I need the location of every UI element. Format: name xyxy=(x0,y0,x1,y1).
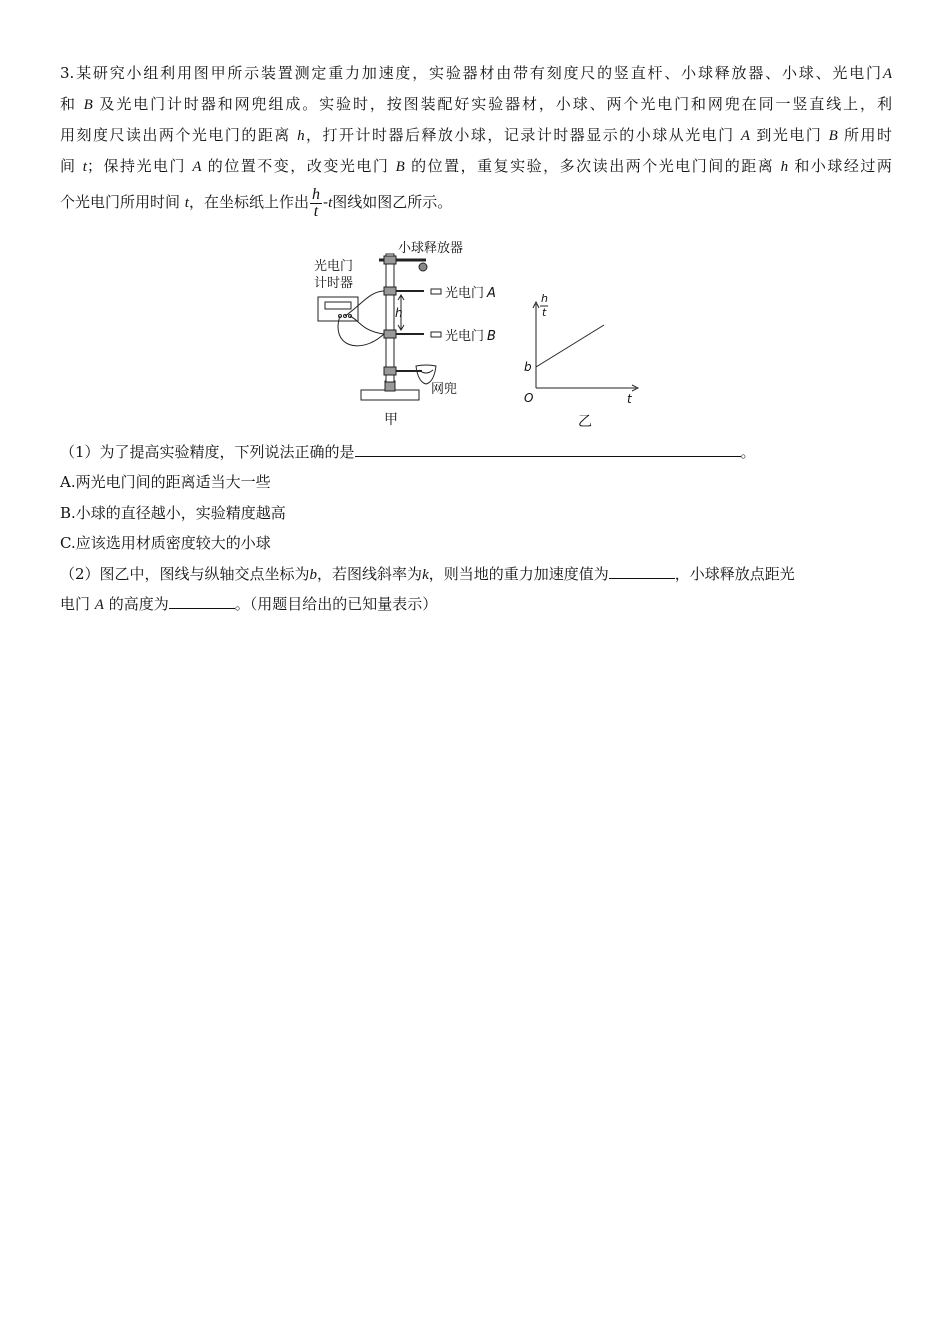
net-label: 网兜 xyxy=(431,382,458,397)
timer-display xyxy=(325,302,351,309)
gate-b-clamp xyxy=(384,330,396,338)
problem-statement xyxy=(60,58,892,223)
h-label: h xyxy=(395,306,403,320)
question-1: （1）为了提高实验精度，下列说法正确的是 。 xyxy=(60,437,756,467)
data-line xyxy=(536,325,604,367)
gate-a-var: A xyxy=(487,286,496,301)
timer-label-1: 光电门 xyxy=(314,259,354,274)
problem-line-1: 3.某研究小组利用图甲所示装置测定重力加速度，实验器材由带有刻度尺的竖直杆、小球释放器、小球、光电门A xyxy=(60,64,892,82)
question-2-line-2: 电门 A 的高度为 。（用题目给出的已知量表示） xyxy=(60,589,437,620)
gate-a-clamp xyxy=(384,287,396,295)
ball xyxy=(419,263,427,271)
problem-line-5: 个光电门所用时间 t，在坐标纸上作出 $\frac{h}{t}$ -t图线如图乙所示。 xyxy=(60,185,453,220)
gate-a-label: 光电门 xyxy=(445,286,485,301)
answer-blank-height[interactable] xyxy=(169,590,235,609)
problem-line-2: 和 B 及光电门计时器和网兜组成。实验时，按图装配好实验器材，小球、两个光电门和网兜在同一竖直线上，利 xyxy=(60,95,892,113)
problem-line-4: 间 t；保持光电门 A 的位置不变，改变光电门 B 的位置，重复实验，多次读出两个光电门间的距离 h 和小球经过两 xyxy=(60,157,892,175)
caption-yi: 乙 xyxy=(578,414,592,430)
vertical-rod xyxy=(386,254,394,382)
gate-b-label: 光电门 xyxy=(445,329,485,344)
gate-a-symbol xyxy=(431,289,441,294)
gate-b-var: B xyxy=(487,329,496,344)
question-2-line-1: （2）图乙中，图线与纵轴交点坐标为b，若图线斜率为k，则当地的重力加速度值为 ，小球释放点距光 xyxy=(60,559,795,590)
y-label-num: h xyxy=(541,292,548,305)
option-a: A.两光电门间的距离适当大一些 xyxy=(60,473,271,491)
problem-number: 3. xyxy=(60,64,75,82)
net-clamp xyxy=(384,367,396,375)
ht-graph xyxy=(533,302,638,391)
intercept-label: b xyxy=(524,360,532,374)
y-label-den: t xyxy=(542,306,547,319)
option-c: C.应该选用材质密度较大的小球 xyxy=(60,534,271,552)
answer-blank-g[interactable] xyxy=(609,560,675,579)
caption-jia: 甲 xyxy=(384,412,398,428)
timer-label-2: 计时器 xyxy=(314,276,354,291)
release-clamp xyxy=(384,256,396,264)
problem-line-3: 用刻度尺读出两个光电门的距离 h，打开计时器后释放小球，记录计时器显示的小球从光电门 A 到光电门 B 所用时 xyxy=(60,126,892,144)
option-b: B.小球的直径越小，实验精度越高 xyxy=(60,504,286,522)
origin-label: O xyxy=(524,391,534,405)
experiment-figure xyxy=(300,236,650,436)
release-label: 小球释放器 xyxy=(398,241,464,256)
gate-b-symbol xyxy=(431,332,441,337)
h-over-t-fraction: $\frac{h}{t}$ xyxy=(311,185,320,220)
answer-blank-1[interactable] xyxy=(355,438,741,457)
x-label: t xyxy=(627,392,632,406)
